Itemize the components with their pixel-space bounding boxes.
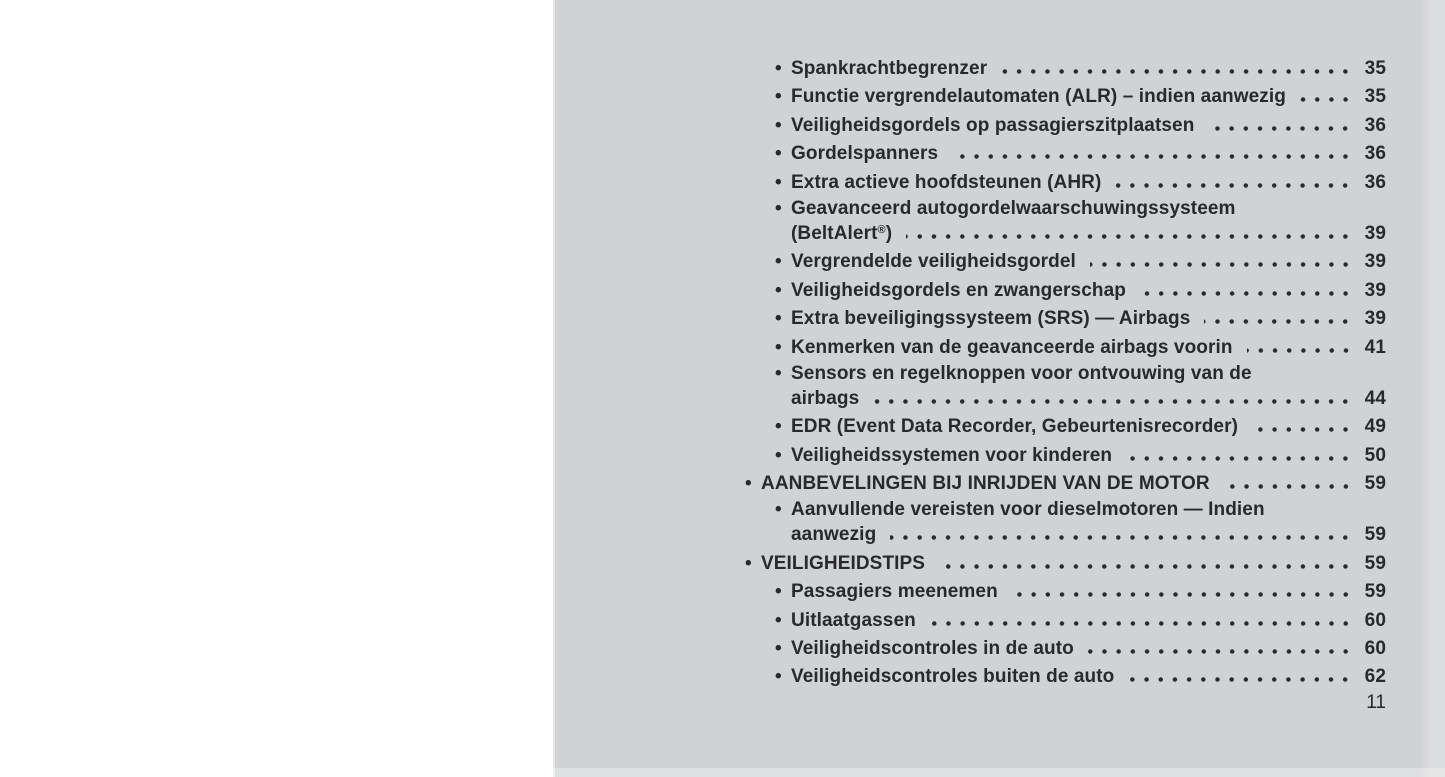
toc-entry-page: 39 <box>1364 222 1386 244</box>
dot-leader <box>1126 456 1353 461</box>
bullet-icon: • <box>775 308 782 330</box>
toc-entry-label: EDR (Event Data Recorder, Gebeurtenisrecorder) <box>791 416 1239 438</box>
toc-entry-label: Aanvullende vereisten voor dieselmotoren — Indien <box>791 499 1265 521</box>
bullet-icon: • <box>775 58 782 79</box>
toc-entry-page: 60 <box>1364 609 1386 631</box>
toc-entry <box>553 140 1386 168</box>
toc-entry <box>553 248 1386 276</box>
toc-entry-page: 35 <box>1364 58 1386 79</box>
toc-entry-continuation <box>553 220 1386 248</box>
toc-entry-continuation <box>553 385 1386 413</box>
bullet-icon: • <box>775 416 782 438</box>
bullet-icon: • <box>745 473 752 495</box>
dot-leader <box>1001 69 1352 74</box>
dot-leader <box>890 535 1352 540</box>
toc-entry-label: Geavanceerd autogordelwaarschuwingssysteem <box>791 197 1236 219</box>
toc-entry <box>553 169 1386 197</box>
toc-entry-label: Extra actieve hoofdsteunen (AHR) <box>791 171 1102 193</box>
toc-entry-label: aanwezig <box>791 524 877 546</box>
dot-leader <box>1115 183 1352 188</box>
dot-leader <box>1300 97 1353 102</box>
bullet-icon: • <box>775 444 782 466</box>
dot-leader <box>906 234 1352 239</box>
toc-entry-page: 59 <box>1364 552 1386 574</box>
toc-entry <box>553 413 1386 441</box>
toc-entry <box>553 277 1386 305</box>
bullet-icon: • <box>775 171 782 193</box>
dot-leader <box>939 564 1353 569</box>
toc-entry-label: Veiligheidsgordels en zwangerschap <box>791 279 1126 301</box>
toc-entry-label: airbags <box>791 387 860 409</box>
toc-entry-label: VEILIGHEIDSTIPS <box>761 552 926 574</box>
bullet-icon: • <box>775 114 782 136</box>
toc-entry-page: 39 <box>1364 279 1386 301</box>
toc-entry-page: 36 <box>1364 114 1386 136</box>
toc-entry <box>553 498 1386 521</box>
toc-entry-page: 62 <box>1364 666 1386 688</box>
dot-leader <box>952 154 1353 159</box>
toc-entry <box>553 442 1386 470</box>
bullet-icon: • <box>775 609 782 631</box>
toc-entry-label: Veiligheidscontroles buiten de auto <box>791 666 1115 688</box>
toc-entry <box>553 607 1386 635</box>
toc-entry-continuation <box>553 521 1386 549</box>
toc-entry-page: 49 <box>1364 416 1386 438</box>
toc-entry-label: Sensors en regelknoppen voor ontvouwing van de <box>791 362 1252 384</box>
toc-entry-label: Veiligheidssystemen voor kinderen <box>791 444 1113 466</box>
dot-leader <box>1128 677 1352 682</box>
dot-leader <box>1247 348 1353 353</box>
toc-entry-page: 50 <box>1364 444 1386 466</box>
toc-entry-label: Functie vergrendelautomaten (ALR) – indien aanwezig <box>791 86 1286 108</box>
dot-leader <box>1140 291 1353 296</box>
bullet-icon: • <box>775 143 782 165</box>
toc-entry-label: Passagiers meenemen <box>791 581 998 603</box>
bullet-icon: • <box>775 336 782 358</box>
toc-entry-label: Gordelspanners <box>791 143 939 165</box>
toc-entry-page: 39 <box>1364 251 1386 273</box>
toc-entry <box>553 362 1386 385</box>
registered-trademark-icon: ® <box>877 223 886 236</box>
toc-entry-page: 41 <box>1364 336 1386 358</box>
toc-entry-page: 44 <box>1364 387 1386 409</box>
toc-entry-label: Kenmerken van de geavanceerde airbags voorin <box>791 336 1233 358</box>
toc-entry-label: Spankrachtbegrenzer <box>791 58 988 79</box>
dot-leader <box>1224 484 1353 489</box>
toc-panel <box>553 0 1445 777</box>
toc-entry-page: 35 <box>1364 86 1386 108</box>
toc-entry <box>553 83 1386 111</box>
toc-entry <box>553 550 1386 578</box>
bullet-icon: • <box>775 251 782 273</box>
dot-leader <box>1090 262 1353 267</box>
toc-entry-page: 36 <box>1364 143 1386 165</box>
toc-entry <box>553 578 1386 606</box>
toc-entry-page: 60 <box>1364 638 1386 660</box>
dot-leader <box>930 621 1353 626</box>
toc-entry-page: 36 <box>1364 171 1386 193</box>
toc-entry-label: Veiligheidscontroles in de auto <box>791 638 1074 660</box>
toc-entry-label: (BeltAlert®) <box>791 222 893 244</box>
bullet-icon: • <box>775 362 782 384</box>
toc-entry-page: 59 <box>1364 524 1386 546</box>
dot-leader <box>1208 126 1352 131</box>
toc-entry-page: 59 <box>1364 473 1386 495</box>
toc-list <box>553 0 1445 692</box>
bullet-icon: • <box>775 666 782 688</box>
toc-entry <box>553 305 1386 333</box>
bullet-icon: • <box>775 581 782 603</box>
toc-entry <box>553 197 1386 220</box>
dot-leader <box>1088 649 1353 654</box>
dot-leader <box>873 399 1352 404</box>
dot-leader <box>1204 319 1352 324</box>
toc-entry <box>553 470 1386 498</box>
page-number: 11 <box>1366 692 1386 713</box>
toc-entry-label: Uitlaatgassen <box>791 609 916 631</box>
toc-entry <box>553 334 1386 362</box>
toc-entry-label: Vergrendelde veiligheidsgordel <box>791 251 1076 273</box>
toc-entry-label: AANBEVELINGEN BIJ INRIJDEN VAN DE MOTOR <box>761 473 1210 495</box>
toc-entry <box>553 55 1386 83</box>
bullet-icon: • <box>775 86 782 108</box>
toc-entry-page: 39 <box>1364 308 1386 330</box>
bullet-icon: • <box>745 552 752 574</box>
dot-leader <box>1012 592 1353 597</box>
toc-entry-label: Veiligheidsgordels op passagierszitplaatsen <box>791 114 1195 136</box>
toc-entry <box>553 663 1386 691</box>
toc-entry-label: Extra beveiligingssysteem (SRS) — Airbags <box>791 308 1191 330</box>
toc-entry <box>553 112 1386 140</box>
bullet-icon: • <box>775 638 782 660</box>
bullet-icon: • <box>775 279 782 301</box>
toc-entry-page: 59 <box>1364 581 1386 603</box>
toc-entry <box>553 635 1386 663</box>
bullet-icon: • <box>775 197 782 219</box>
bullet-icon: • <box>775 499 782 521</box>
dot-leader <box>1252 427 1353 432</box>
